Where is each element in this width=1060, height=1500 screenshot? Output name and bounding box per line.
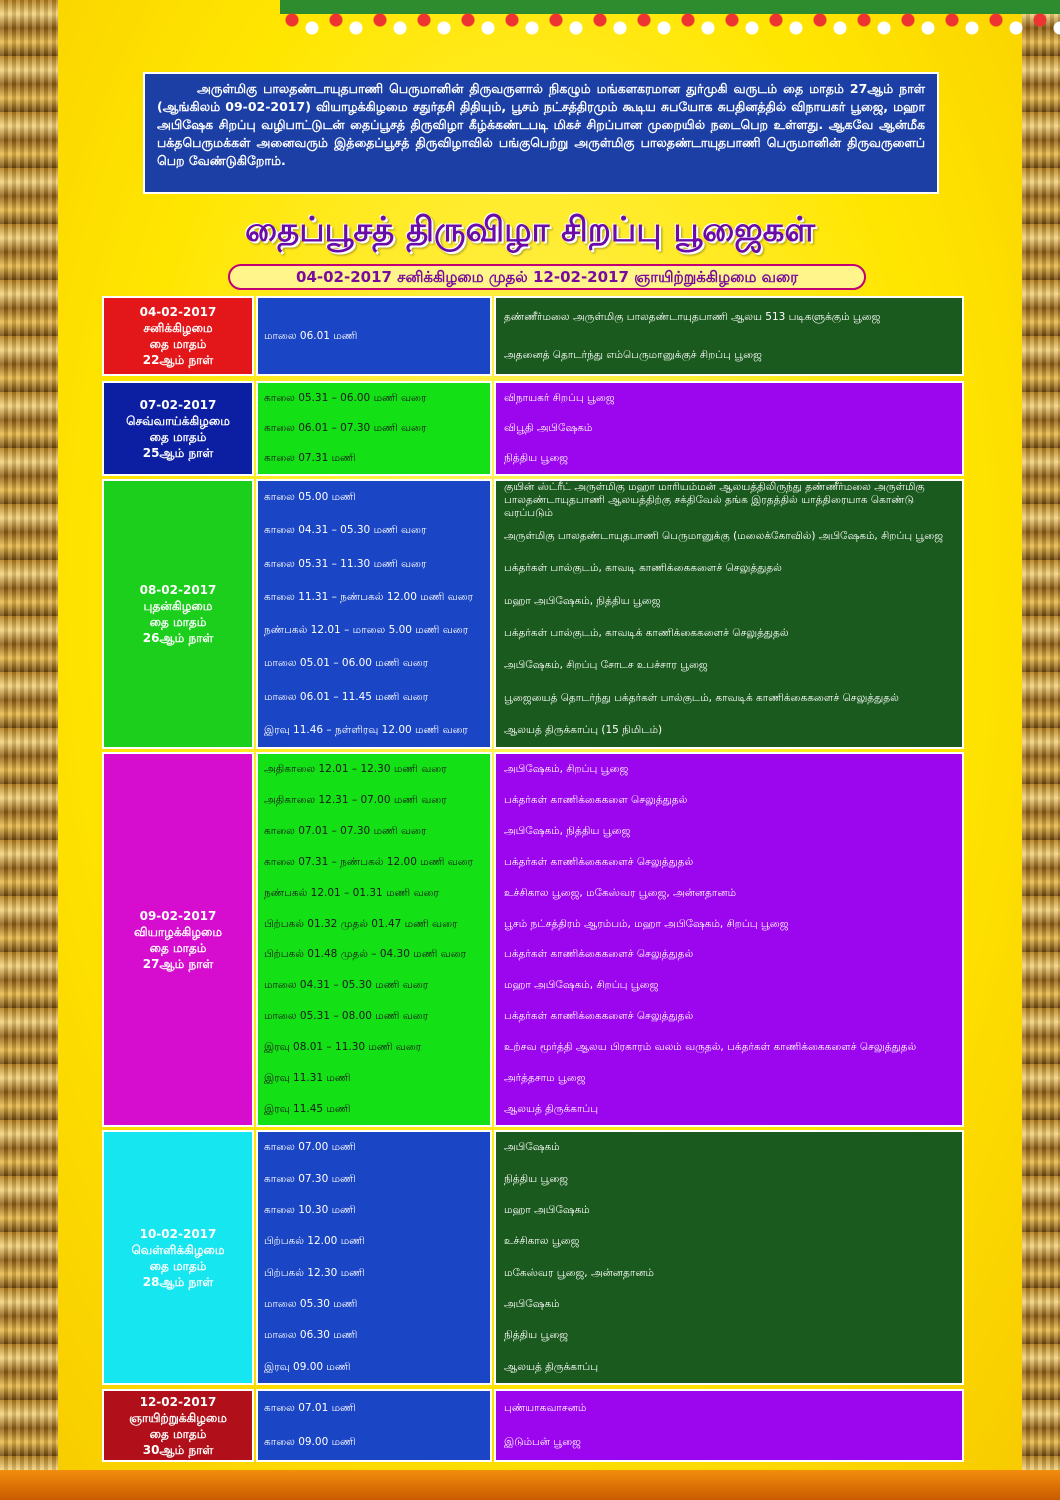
event-item: அபிஷேகம், சிறப்பு சோடச உபச்சார பூஜை <box>504 659 708 672</box>
event-item: நித்திய பூஜை <box>504 1172 569 1185</box>
day-day: 26ஆம் நாள் <box>142 631 214 645</box>
day-month: தை மாதம் <box>149 1426 207 1441</box>
time-slot: காலை 07.31 மணி <box>264 452 356 465</box>
day-weekday: புதன்கிழமை <box>143 599 213 613</box>
time-slot: அதிகாலை 12.31 – 07.00 மணி வரை <box>264 793 447 806</box>
day-date: 09-02-2017 <box>139 908 217 923</box>
day-label <box>102 296 254 376</box>
event-column <box>494 752 964 1127</box>
time-slot: காலை 11.31 – நண்பகல் 12.00 மணி வரை <box>264 590 474 603</box>
day-weekday: வியாழக்கிழமை <box>133 924 223 939</box>
event-item: மகேஸ்வர பூஜை, அன்னதானம் <box>504 1266 654 1279</box>
day-label <box>102 752 254 1127</box>
time-slot: காலை 04.31 – 05.30 மணி வரை <box>264 524 427 537</box>
day-label <box>102 1130 254 1385</box>
time-slot: காலை 07.30 மணி <box>264 1172 356 1185</box>
event-column <box>494 381 964 476</box>
time-slot: மாலை 06.01 – 11.45 மணி வரை <box>264 690 429 703</box>
event-item: பக்தர்கள் பால்குடம், காவடி காணிக்கைகளைச் செலுத்துதல் <box>504 562 782 575</box>
time-slot: பிற்பகல் 12.30 மணி <box>264 1266 365 1279</box>
event-item: பூஜையைத் தொடர்ந்து பக்தர்கள் பால்குடம், காவடிக் காணிக்கைகளைச் செலுத்துதல் <box>504 691 899 704</box>
day-block <box>102 479 964 749</box>
time-slot: மாலை 04.31 – 05.30 மணி வரை <box>264 979 429 992</box>
time-slot: மாலை 05.01 – 06.00 மணி வரை <box>264 657 429 670</box>
day-date: 04-02-2017 <box>139 305 217 319</box>
event-item: பக்தர்கள் காணிக்கைகளைச் செலுத்துதல் <box>504 948 694 961</box>
time-column <box>256 479 492 749</box>
time-slot: மாலை 05.30 மணி <box>264 1298 358 1311</box>
time-column <box>256 752 492 1127</box>
time-slot: காலை 10.30 மணி <box>264 1203 356 1216</box>
event-column <box>494 296 964 376</box>
time-slot: காலை 05.31 – 06.00 மணி வரை <box>264 391 427 404</box>
day-month: தை மாதம் <box>149 940 207 955</box>
event-item: ஆலயத் திருக்காப்பு <box>504 1360 599 1373</box>
time-column <box>256 381 492 476</box>
day-month: தை மாதம் <box>149 429 207 444</box>
time-slot: பிற்பகல் 01.32 முதல் 01.47 மணி வரை <box>264 917 458 930</box>
event-item: தண்ணீர்மலை அருள்மிகு பாலதண்டாயுதபாணி ஆலய 513 படிகளுக்கும் பூஜை <box>504 310 881 323</box>
garland-decoration <box>280 0 1060 58</box>
day-day: 28ஆம் நாள் <box>142 1274 214 1289</box>
day-weekday: ஞாயிற்றுக்கிழமை <box>129 1410 227 1425</box>
time-slot: காலை 07.01 மணி <box>264 1401 356 1414</box>
time-slot: பிற்பகல் 01.48 முதல் – 04.30 மணி வரை <box>264 948 467 961</box>
time-slot: பிற்பகல் 12.00 மணி <box>264 1235 365 1248</box>
day-block <box>102 1130 964 1385</box>
event-item: அர்த்தசாம பூஜை <box>504 1072 586 1085</box>
day-month: தை மாதம் <box>149 1258 207 1273</box>
day-block <box>102 296 964 376</box>
event-item: அபிஷேகம், சிறப்பு பூஜை <box>504 762 629 775</box>
day-block <box>102 1389 964 1462</box>
day-month: தை மாதம் <box>149 615 207 629</box>
time-column <box>256 296 492 376</box>
day-date: 08-02-2017 <box>139 583 217 597</box>
event-item: நித்திய பூஜை <box>504 1329 569 1342</box>
event-item: அபிஷேகம், நித்திய பூஜை <box>504 824 631 837</box>
day-day: 25ஆம் நாள் <box>142 445 214 460</box>
event-column <box>494 1389 964 1462</box>
date-range-banner: 04-02-2017 சனிக்கிழமை முதல் 12-02-2017 ஞாயிற்றுக்கிழமை வரை <box>228 264 866 290</box>
time-column <box>256 1389 492 1462</box>
event-item: அருள்மிகு பாலதண்டாயுதபாணி பெருமானுக்கு (மலைக்கோவில்) அபிஷேகம், சிறப்பு பூஜை <box>504 529 943 542</box>
day-day: 30ஆம் நாள் <box>142 1442 214 1457</box>
event-item: மஹா அபிஷேகம், நித்திய பூஜை <box>504 594 661 607</box>
event-item: குயின் ஸ்ட்ரீட் அருள்மிகு மஹா மாரியம்மன் ஆலயத்திலிருந்து தண்ணீர்மலை அருள்மிகு பாலதண்டாயுதபாணி ஆலயத்திற்கு சக்திவேல் தங்க இரதத்தில் யாத்திரையாக கொண்டு வரப்படும் <box>504 481 925 519</box>
event-column <box>494 479 964 749</box>
event-item: மஹா அபிஷேகம், சிறப்பு பூஜை <box>504 979 659 992</box>
event-item: உச்சிகால பூஜை <box>504 1235 580 1248</box>
event-item: அபிஷேகம் <box>504 1298 560 1311</box>
time-slot: காலை 07.01 – 07.30 மணி வரை <box>264 824 427 837</box>
time-slot: காலை 05.00 மணி <box>264 491 356 504</box>
event-item: பக்தர்கள் காணிக்கைகளைச் செலுத்துதல் <box>504 855 694 868</box>
time-slot: மாலை 06.30 மணி <box>264 1329 358 1342</box>
event-item: விபூதி அபிஷேகம் <box>504 421 593 434</box>
day-block <box>102 381 964 476</box>
day-weekday: வெள்ளிக்கிழமை <box>131 1242 225 1257</box>
time-slot: காலை 07.00 மணி <box>264 1141 356 1154</box>
time-slot: இரவு 11.31 மணி <box>264 1072 351 1085</box>
day-block <box>102 752 964 1127</box>
time-slot: இரவு 11.45 மணி <box>264 1103 351 1116</box>
day-date: 07-02-2017 <box>139 397 217 412</box>
day-label <box>102 479 254 749</box>
day-weekday: சனிக்கிழமை <box>143 321 213 335</box>
event-item: மஹா அபிஷேகம் <box>504 1203 590 1216</box>
event-item: உச்சிகால பூஜை, மகேஸ்வர பூஜை, அன்னதானம் <box>504 886 737 899</box>
day-weekday: செவ்வாய்க்கிழமை <box>126 413 230 428</box>
time-slot: இரவு 08.01 – 11.30 மணி வரை <box>264 1041 422 1054</box>
time-slot: அதிகாலை 12.01 – 12.30 மணி வரை <box>264 762 447 775</box>
day-month: தை மாதம் <box>149 337 207 351</box>
event-item: உற்சவ மூர்த்தி ஆலய பிரகாரம் வலம் வருதல், பக்தர்கள் காணிக்கைகளைச் செலுத்துதல் <box>504 1041 917 1054</box>
intro-paragraph: அருள்மிகு பாலதண்டாயுதபாணி பெருமானின் திருவருளால் நிகழும் மங்களகரமான துர்முகி வருடம் தை மாதம் 27ஆம் நாள் (ஆங்கிலம் 09-02-2017) வியாழக்கிழமை சதுர்தசி திதியும், பூசம் நட்சத்திரமும் கூடிய சுபயோக சுபதினத்தில் விநாயகர் பூஜை, மஹா அபிஷேக சிறப்பு வழிபாட்டுடன் தைப்பூசத் திருவிழா கீழ்க்கண்டபடி மிகச் சிறப்பான முறையில் நடைபெற உள்ளது. ஆகவே ஆன்மீக பக்தபெருமக்கள் அனைவரும் இத்தைப்பூசத் திருவிழாவில் பங்குபெற்று அருள்மிகு பாலதண்டாயுதபாணி பெருமானின் திருவருளைப் பெற வேண்டுகிறோம். <box>143 72 939 194</box>
time-slot: மாலை 05.31 – 08.00 மணி வரை <box>264 1010 429 1023</box>
event-item: விநாயகர் சிறப்பு பூஜை <box>504 391 615 404</box>
event-item: பக்தர்கள் காணிக்கைகளை செலுத்துதல் <box>504 793 688 806</box>
event-item: பக்தர்கள் காணிக்கைகளைச் செலுத்துதல் <box>504 1010 694 1023</box>
time-slot: நண்பகல் 12.01 – மாலை 5.00 மணி வரை <box>264 624 469 637</box>
event-item: புண்யாகவாசனம் <box>504 1401 587 1414</box>
event-item: அபிஷேகம் <box>504 1141 560 1154</box>
event-item: நித்திய பூஜை <box>504 452 569 465</box>
time-slot: காலை 07.31 – நண்பகல் 12.00 மணி வரை <box>264 855 474 868</box>
day-label <box>102 381 254 476</box>
event-item: பூசம் நட்சத்திரம் ஆரம்பம், மஹா அபிஷேகம், சிறப்பு பூஜை <box>504 917 789 930</box>
time-column <box>256 1130 492 1385</box>
event-item: இடும்பன் பூஜை <box>504 1436 581 1449</box>
day-day: 27ஆம் நாள் <box>142 956 214 971</box>
time-slot: மாலை 06.01 மணி <box>264 329 358 342</box>
day-date: 10-02-2017 <box>139 1226 217 1241</box>
event-item: ஆலயத் திருக்காப்பு (15 நிமிடம்) <box>504 724 663 737</box>
floor-decoration <box>0 1470 1060 1500</box>
day-day: 22ஆம் நாள் <box>142 353 214 367</box>
page-title: தைப்பூசத் திருவிழா சிறப்பு பூஜைகள் <box>244 210 816 250</box>
time-slot: காலை 09.00 மணி <box>264 1436 356 1449</box>
event-column <box>494 1130 964 1385</box>
time-slot: காலை 05.31 – 11.30 மணி வரை <box>264 557 427 570</box>
day-date: 12-02-2017 <box>139 1394 217 1409</box>
day-label <box>102 1389 254 1462</box>
event-item: பக்தர்கள் பால்குடம், காவடிக் காணிக்கைகளைச் செலுத்துதல் <box>504 626 789 639</box>
time-slot: காலை 06.01 – 07.30 மணி வரை <box>264 421 427 434</box>
time-slot: நண்பகல் 12.01 – 01.31 மணி வரை <box>264 886 439 899</box>
time-slot: இரவு 09.00 மணி <box>264 1360 351 1373</box>
time-slot: இரவு 11.46 – நள்ளிரவு 12.00 மணி வரை <box>264 723 468 736</box>
event-item: அதனைத் தொடர்ந்து எம்பெருமானுக்குச் சிறப்பு பூஜை <box>504 348 762 361</box>
event-item: ஆலயத் திருக்காப்பு <box>504 1103 599 1116</box>
